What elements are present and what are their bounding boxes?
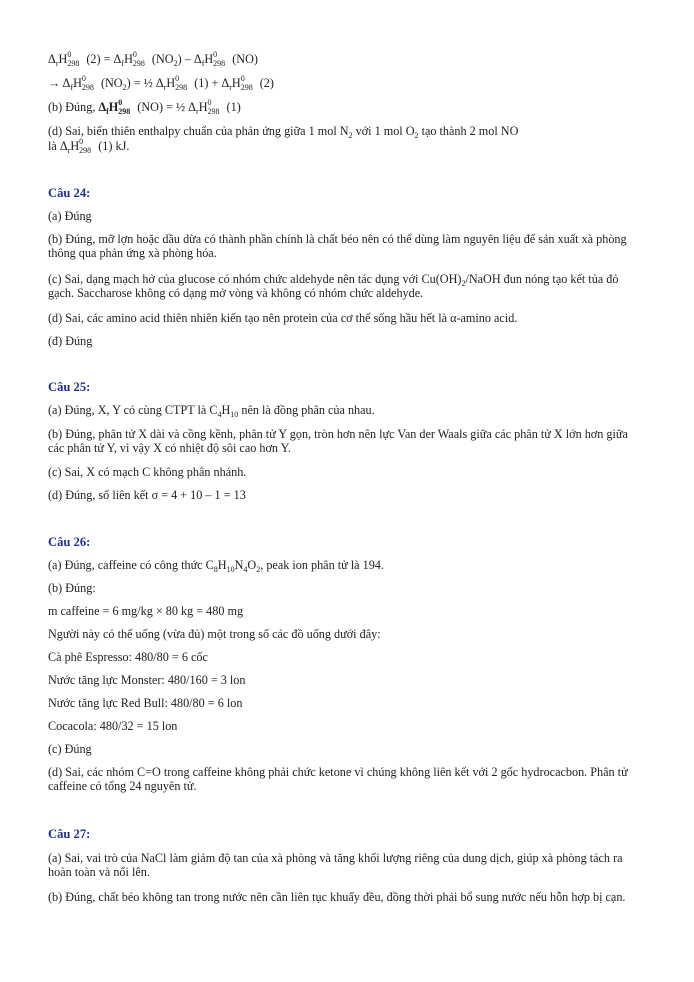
q26-drink-monster: Nước tăng lực Monster: 480/160 = 3 lon <box>48 673 246 687</box>
q25-answer-d: (d) Đúng, số liên kết σ = 4 + 10 – 1 = 13 <box>48 488 246 502</box>
q24-answer-c: (c) Sai, dạng mạch hở của glucose có nhóm chức aldehyde nên tác dụng với $Cu(OH)_2$/NaOH đun nóng tạo kết tủa đỏ gạch. Saccharose không có dạng mở vòng và không có nhóm chức aldehyde. <box>48 272 619 300</box>
q26-answer-b: (b) Đúng: <box>48 581 96 595</box>
q24-answer-a: (a) Đúng <box>48 209 92 223</box>
q24-answer-d: (d) Sai, các amino acid thiên nhiên kiến tạo nên protein của cơ thể sống hầu hết là α-amino acid. <box>48 311 518 325</box>
question-26-title: Câu 26: <box>48 535 91 549</box>
q26-answer-c: (c) Đúng <box>48 742 92 756</box>
q27-answer-a: (a) Sai, vai trò của NaCl làm giảm độ tan của xà phòng và tăng khối lượng riêng của dung dịch, giúp xà phòng tách ra hoàn toàn và nổi lên. <box>48 851 623 879</box>
equation-line-1: $\Delta_rH$ 0 298 $(2) = \Delta_fH$ 0 298 $(NO_2) - \Delta_fH$ 0 298 (NO) <box>48 50 258 68</box>
answer-d-line-2: là $\Delta_rH$ 0 298 (1) kJ. <box>48 137 130 155</box>
answer-d-line: (d) Sai, biến thiên enthalpy chuẩn của phản ứng giữa 1 mol $N_2$ với 1 mol $O_2$ tạo thành 2 mol NO <box>48 124 519 140</box>
q26-answer-a: (a) Đúng, caffeine có công thức $C_8H_{10}N_4O_2$, peak ion phân tử là 194. <box>48 558 384 574</box>
q26-mass-line: m caffeine = 6 mg/kg × 80 kg = 480 mg <box>48 604 244 618</box>
equation-line-2: → $\Delta_fH$ 0 298 $(NO_2)$ = ½ $\Delta_rH$ 0 298 $(1) + \Delta_rH$ 0 298 (2) <box>48 74 274 92</box>
q26-drink-cocacola: Cocacola: 480/32 = 15 lon <box>48 719 178 733</box>
equation-line-3: (b) Đúng, $\Delta_fH$ 0 298 (NO) = ½ $\Delta_rH$ 0 298 (1) <box>48 98 241 116</box>
q25-answer-b: (b) Đúng, phân tử X dài và cồng kềnh, phân tử Y gọn, tròn hơn nên lực Van der Waals giữa các phân tử X lớn hơn giữa các phân tử Y, vì vậy X có nhiệt độ sôi cao hơn Y. <box>48 427 628 455</box>
q24-answer-e: (đ) Đúng <box>48 334 93 348</box>
question-24-title: Câu 24: <box>48 186 91 200</box>
q26-intro-line: Người này có thể uống (vừa đủ) một trong số các đồ uống dưới đây: <box>48 627 381 641</box>
q26-answer-d: (d) Sai, các nhóm C=O trong caffeine không phải chức ketone vì chúng không liên kết với 2 gốc hydrocacbon. Phân tử caffeine có tổng 24 nguyên tử. <box>48 765 628 793</box>
question-27-title: Câu 27: <box>48 827 91 841</box>
q26-drink-redbull: Nước tăng lực Red Bull: 480/80 = 6 lon <box>48 696 243 710</box>
q25-answer-a: (a) Đúng, X, Y có cùng CTPT là $C_4H_{10}$ nên là đồng phân của nhau. <box>48 403 375 419</box>
q24-answer-b: (b) Đúng, mỡ lợn hoặc dầu dừa có thành phần chính là chất béo nên có thể dùng làm nguyên liệu để sản xuất xà phòng thông qua phản ứng xà phòng hóa. <box>48 232 627 260</box>
question-25-title: Câu 25: <box>48 380 91 394</box>
q26-drink-espresso: Cà phê Espresso: 480/80 = 6 cốc <box>48 650 208 664</box>
q25-answer-c: (c) Sai, X có mạch C không phân nhánh. <box>48 465 247 479</box>
q27-answer-b: (b) Đúng, chất béo không tan trong nước nên cần liên tục khuấy đều, đồng thời phải bổ sung nước nếu hỗn hợp bị cạn. <box>48 890 626 904</box>
